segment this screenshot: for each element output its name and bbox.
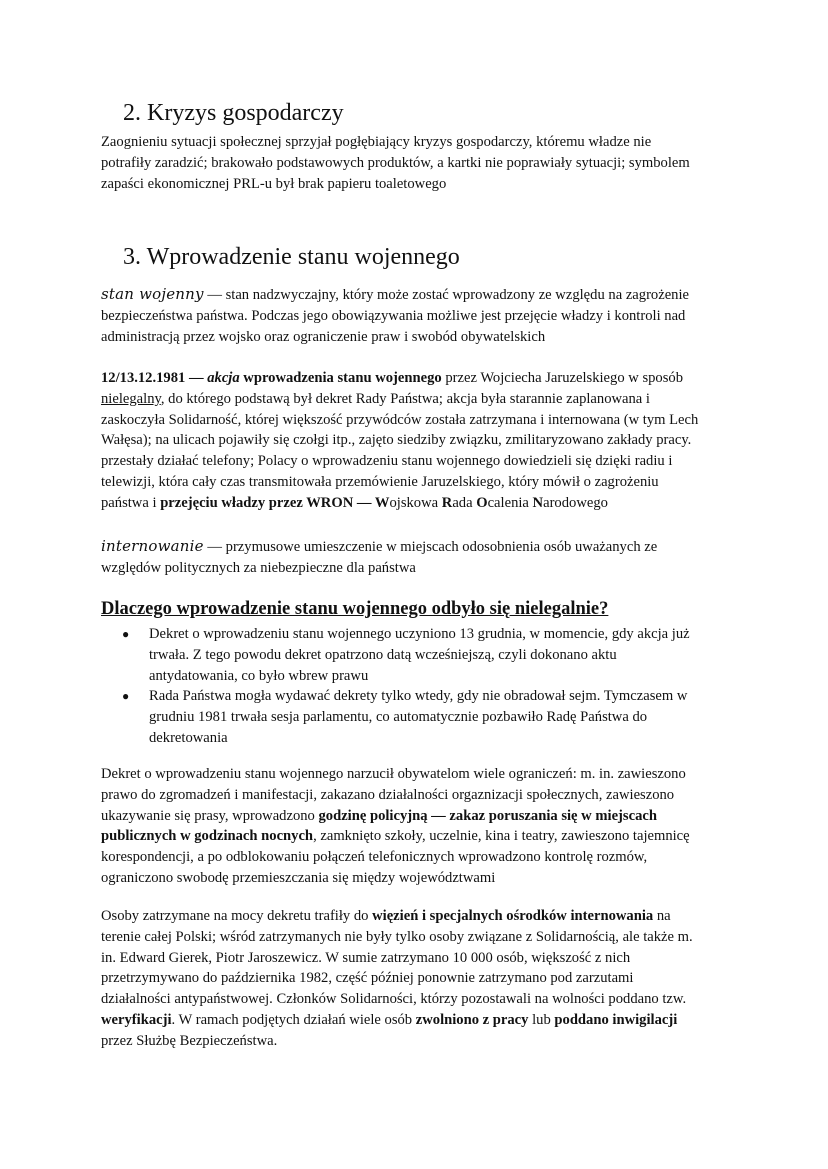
text-span: , do którego podstawą był dekret Rady Państwa; akcja była starannie zaplanowana i: [160, 390, 650, 407]
text-span: publicznych w godzinach nocnych: [101, 828, 314, 845]
definition-stan-wojenny: [101, 284, 741, 347]
text-line: Zaognieniu sytuacji społecznej sprzyjał pogłębiający kryzys gospodarczy, któremu władze nie: [101, 134, 652, 150]
text-span: R: [441, 494, 453, 511]
text-span: zwolniono z pracy: [415, 1011, 529, 1028]
text-line: administracją przez wojsko oraz ograniczenie praw i swobód obywatelskich: [101, 328, 546, 345]
text-line: trwała. Z tego powodu dekret opatrzono datą wcześniejszą, czyli dokonano aktu: [149, 646, 617, 663]
list-item: [101, 624, 741, 686]
text-line: Dekret o wprowadzeniu stanu wojennego narzucił obywatelom wiele ograniczeń: m. in. zawieszono: [101, 766, 686, 782]
paragraph-detained: [101, 906, 741, 1052]
text-line: przestały działać telefony; Polacy o wprowadzeniu stanu wojennego dowiedzieli się dzięki radiu i: [101, 453, 673, 470]
text-span: przejęciu władzy przez WRON — W: [160, 494, 390, 511]
text-span: . W ramach podjętych działań wiele osób: [171, 1011, 416, 1028]
text-line: potrafiły zaradzić; brakowało podstawowych produktów, a kartki nie poprawiały sytuacji; symbolem: [101, 154, 690, 171]
text-span: arodowego: [543, 494, 608, 511]
text-span: państwa i: [101, 494, 161, 511]
paragraph-kryzys: [101, 132, 741, 194]
text-span: godzinę policyjną — zakaz poruszania się w miejscach: [318, 807, 657, 824]
text-line: in. Edward Gierek, Piotr Jaroszewicz. W sumie zatrzymano 10 000 osób, większość z nich: [101, 949, 631, 966]
text-line: zapaści ekonomicznej PRL-u był brak papieru toaletowego: [101, 175, 447, 192]
text-line: Wałęsa); na ulicach pojawiły się czołgi itp., zajęto siedziby związku, zmilitaryzowano zakłady pracy.: [101, 432, 692, 449]
text-line: działalności antypaństwowej. Członków Solidarności, którzy pozostawali na wolności poddano tzw.: [101, 991, 687, 1008]
text-span: , zamknięto szkoły, uczelnie, kina i teatry, zawieszono tajemnicę: [313, 828, 690, 845]
text-span: poddano inwigilacji: [554, 1011, 678, 1028]
text-span: lub: [528, 1011, 555, 1028]
text-span: ada: [452, 494, 477, 511]
text-span: ojskowa: [389, 494, 442, 511]
text-line: prawo do zgromadzeń i manifestacji, zakazano działalności orgaznizacji społecznych, zawieszono: [101, 786, 675, 803]
text-line: przetrzymywano do października 1982, część później ponownie zatrzymano pod zarzutami: [101, 970, 634, 987]
text-line: bezpieczeństwa państwa. Podczas jego obowiązywania możliwe jest przejęcie władzy i kontroli nad: [101, 307, 686, 324]
text-line: terenie całej Polski; wśród zatrzymanych nie były tylko osoby związane z Solidarnością, ale także m.: [101, 928, 693, 945]
paragraph-akcja: [101, 368, 741, 514]
underlined-nielegalny: nielegalny: [101, 390, 161, 407]
text-line: grudniu 1981 trwała sesja parlamentu, co automatycznie pozbawiło Radę Państwa do: [149, 709, 648, 726]
text-span: przez Wojciecha Jaruzelskiego w sposób: [441, 370, 683, 386]
list-item: [101, 686, 741, 748]
text-line: zaskoczyła Solidarność, której większość przywódców została zatrzymana i internowana (w tym Lech: [101, 411, 699, 428]
bullet-icon: ●: [122, 689, 130, 704]
text-span: na: [653, 908, 671, 924]
text-span: weryfikacji: [101, 1011, 172, 1028]
text-span: N: [532, 494, 544, 511]
section-heading-stan-wojenny: 3. Wprowadzenie stanu wojennego: [123, 244, 460, 270]
text-line: Rada Państwa mogła wydawać dekrety tylko wtedy, gdy nie obradował sejm. Tymczasem w: [149, 688, 688, 705]
text-line: względów politycznych za niebezpieczne dla państwa: [101, 559, 416, 576]
subheading-nielegalnie: Dlaczego wprowadzenie stanu wojennego odbyło się nielegalnie?: [101, 599, 609, 619]
paragraph-restrictions: [101, 764, 741, 889]
text-span: O: [476, 494, 488, 511]
text-line: telewizji, która cały czas transmitowała przemówienie Jaruzelskiego, który mówił o zagrożeniu: [101, 473, 659, 490]
text-span: ukazywanie się prasy, wprowadzono: [101, 807, 319, 824]
text-line: korespondencji, a po odblokowaniu połączeń telefonicznych wprowadzono kontrolę rozmów,: [101, 849, 648, 866]
bullet-icon: ●: [122, 627, 130, 641]
text-line: ograniczono swobodę przemieszczania się między województwami: [101, 869, 496, 886]
akcja-word: akcja: [207, 370, 240, 386]
text-span: więzień i specjalnych ośrodków internowania: [372, 908, 654, 924]
text-span: wprowadzenia stanu wojennego: [239, 370, 442, 386]
text-span: Osoby zatrzymane na mocy dekretu trafiły do: [101, 908, 373, 924]
text-span: calenia: [487, 494, 533, 511]
text-span: — stan nadzwyczajny, który może zostać wprowadzony ze względu na zagrożenie: [203, 287, 690, 303]
section-heading-kryzys: 2. Kryzys gospodarczy: [123, 100, 344, 126]
text-line: Dekret o wprowadzeniu stanu wojennego uczyniono 13 grudnia, w momencie, gdy akcja już: [149, 626, 690, 642]
definition-internowanie: [101, 536, 741, 579]
term-stan-wojenny: stan wojenny: [101, 285, 204, 303]
date-label: 12/13.12.1981 —: [101, 370, 208, 386]
text-line: przez Służbę Bezpieczeństwa.: [101, 1032, 278, 1049]
text-line: dekretowania: [149, 729, 228, 746]
text-span: — przymusowe umieszczenie w miejscach odosobnienia osób uważanych ze: [203, 539, 658, 555]
term-internowanie: internowanie: [101, 537, 204, 555]
bullet-list: [101, 624, 741, 749]
text-line: antydatowania, co było wbrew prawu: [149, 667, 369, 684]
